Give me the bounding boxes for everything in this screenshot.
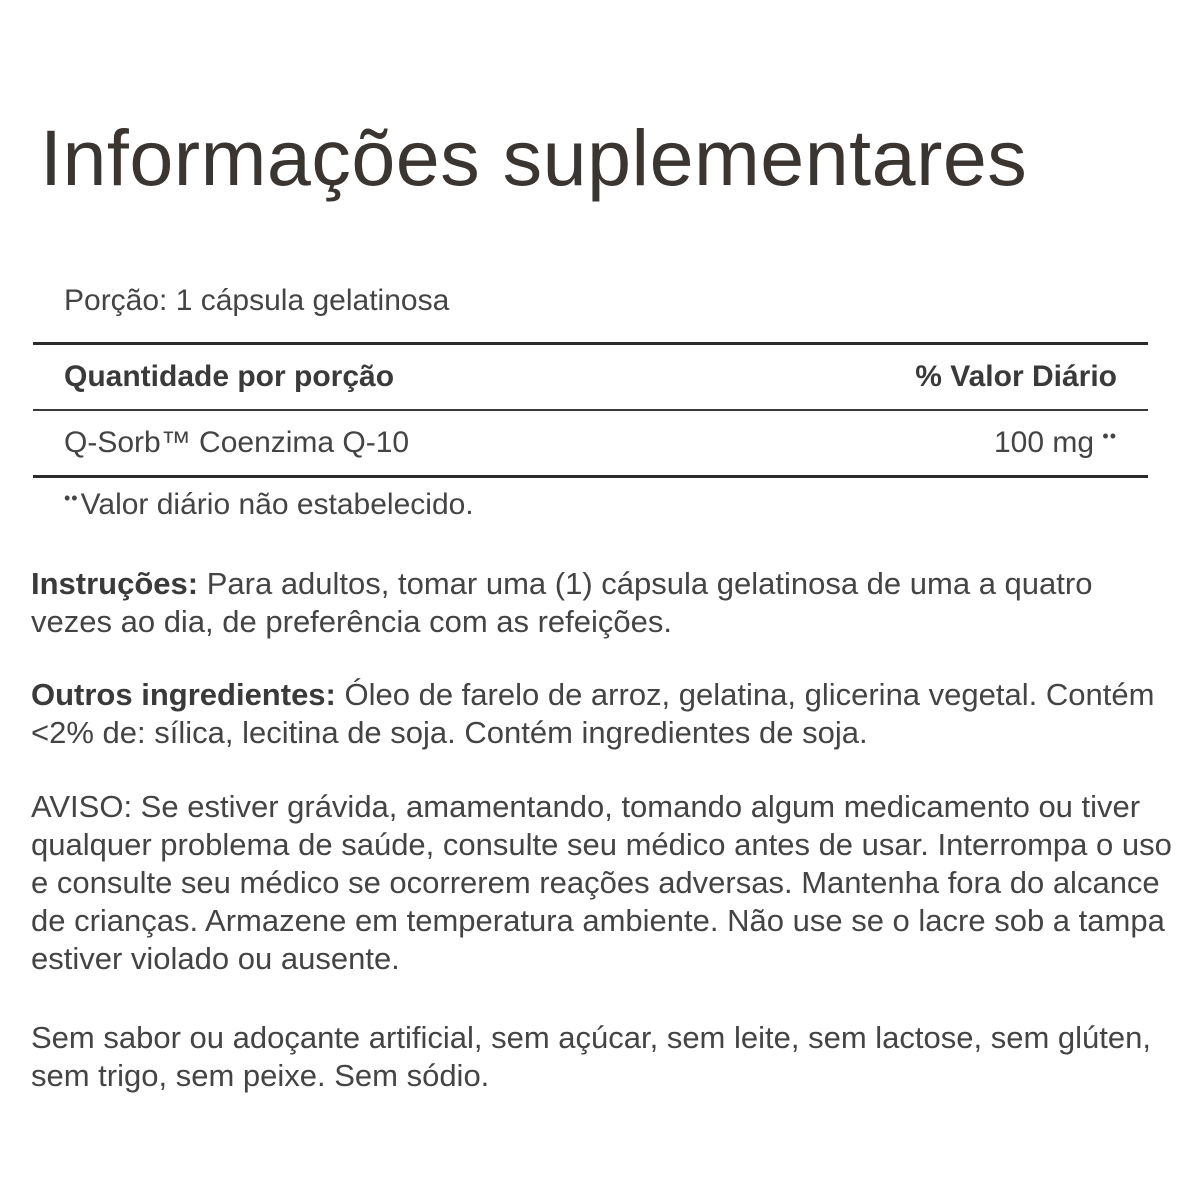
other-ingredients-label: Outros ingredientes: [31,677,336,712]
daily-value-header: % Valor Diário [915,360,1117,393]
free-from-paragraph: Sem sabor ou adoçante artificial, sem açúcar, sem leite, sem lactose, sem glúten, sem trigo, sem peixe. Sem sódio. [31,1020,1151,1093]
ingredient-name: Q-Sorb™ Coenzima Q-10 [64,426,410,459]
table-header-row [33,345,1148,409]
footnote-marker: •• [64,488,79,508]
ingredient-footnote-marker: •• [1102,426,1117,446]
amount-per-serving-header: Quantidade por porção [64,360,395,393]
supplement-facts-table [33,342,1148,478]
ingredient-amount-cell [994,426,1117,460]
ingredient-amount: 100 mg [993,426,1095,459]
instructions-text: Para adultos, tomar uma (1) cápsula gelatinosa de uma a quatro vezes ao dia, de preferência com as refeições. [31,566,1093,639]
other-ingredients-text: Óleo de farelo de arroz, gelatina, glicerina vegetal. Contém <2% de: sílica, lecitina de soja. Contém ingredientes de soja. [31,677,1155,750]
table-row [33,411,1148,475]
serving-size: Porção: 1 cápsula gelatinosa [64,284,450,317]
footnote-text: Valor diário não estabelecido. [80,488,474,521]
page-title: Informações suplementares [40,113,1028,202]
instructions-paragraph [31,565,1176,641]
table-bottom-rule [33,475,1148,478]
daily-value-footnote [64,488,474,522]
instructions-label: Instruções: [31,566,199,601]
other-ingredients-paragraph [31,676,1176,752]
warning-paragraph: AVISO: Se estiver grávida, amamentando, tomando algum medicamento ou tiver qualquer problema de saúde, consulte seu médico antes de usar. Interrompa o uso e consulte seu médico se ocorrerem reações adversas. Mantenha fora do alcance de crianças. Armazene em temperatura ambiente. Não use se o lacre sob a tampa estiver violado ou ausente. [31,789,1172,976]
